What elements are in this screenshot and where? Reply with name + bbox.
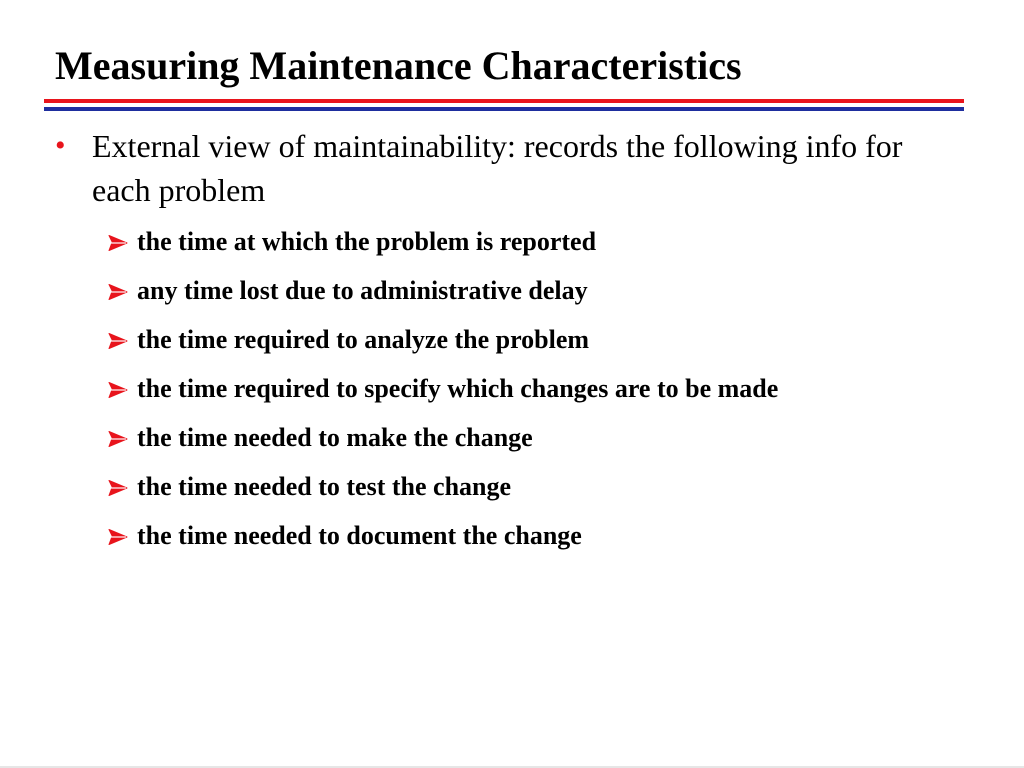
sub-bullet-item <box>106 516 916 556</box>
airplane-icon <box>106 476 130 500</box>
sub-bullet-list <box>106 222 916 565</box>
sub-bullet-text: the time required to analyze the problem <box>137 325 590 354</box>
sub-bullet-item <box>106 222 916 262</box>
airplane-icon <box>106 378 130 402</box>
airplane-icon <box>106 525 130 549</box>
slide-title: Measuring Maintenance Characteristics <box>55 43 742 88</box>
sub-bullet-text: any time lost due to administrative delay <box>137 276 588 305</box>
sub-bullet-item <box>106 467 916 507</box>
sub-bullet-text: the time required to specify which changes are to be made <box>137 374 779 403</box>
sub-bullet-text: the time needed to document the change <box>137 521 582 550</box>
sub-bullet-item <box>106 320 916 360</box>
bullet-dot-icon: • <box>55 129 66 162</box>
sub-bullet-text: the time at which the problem is reported <box>137 227 597 256</box>
title-rule-red <box>44 99 964 103</box>
title-rule-blue <box>44 107 964 111</box>
sub-bullet-item <box>106 271 916 311</box>
sub-bullet-text: the time needed to test the change <box>137 472 512 501</box>
sub-bullet-item <box>106 369 916 409</box>
main-bullet-text: External view of maintainability: records the following info for each problem <box>92 128 903 208</box>
sub-bullet-text: the time needed to make the change <box>137 423 533 452</box>
sub-bullet-item <box>106 418 916 458</box>
airplane-icon <box>106 329 130 353</box>
airplane-icon <box>106 231 130 255</box>
airplane-icon <box>106 427 130 451</box>
main-bullet <box>55 124 935 212</box>
airplane-icon <box>106 280 130 304</box>
